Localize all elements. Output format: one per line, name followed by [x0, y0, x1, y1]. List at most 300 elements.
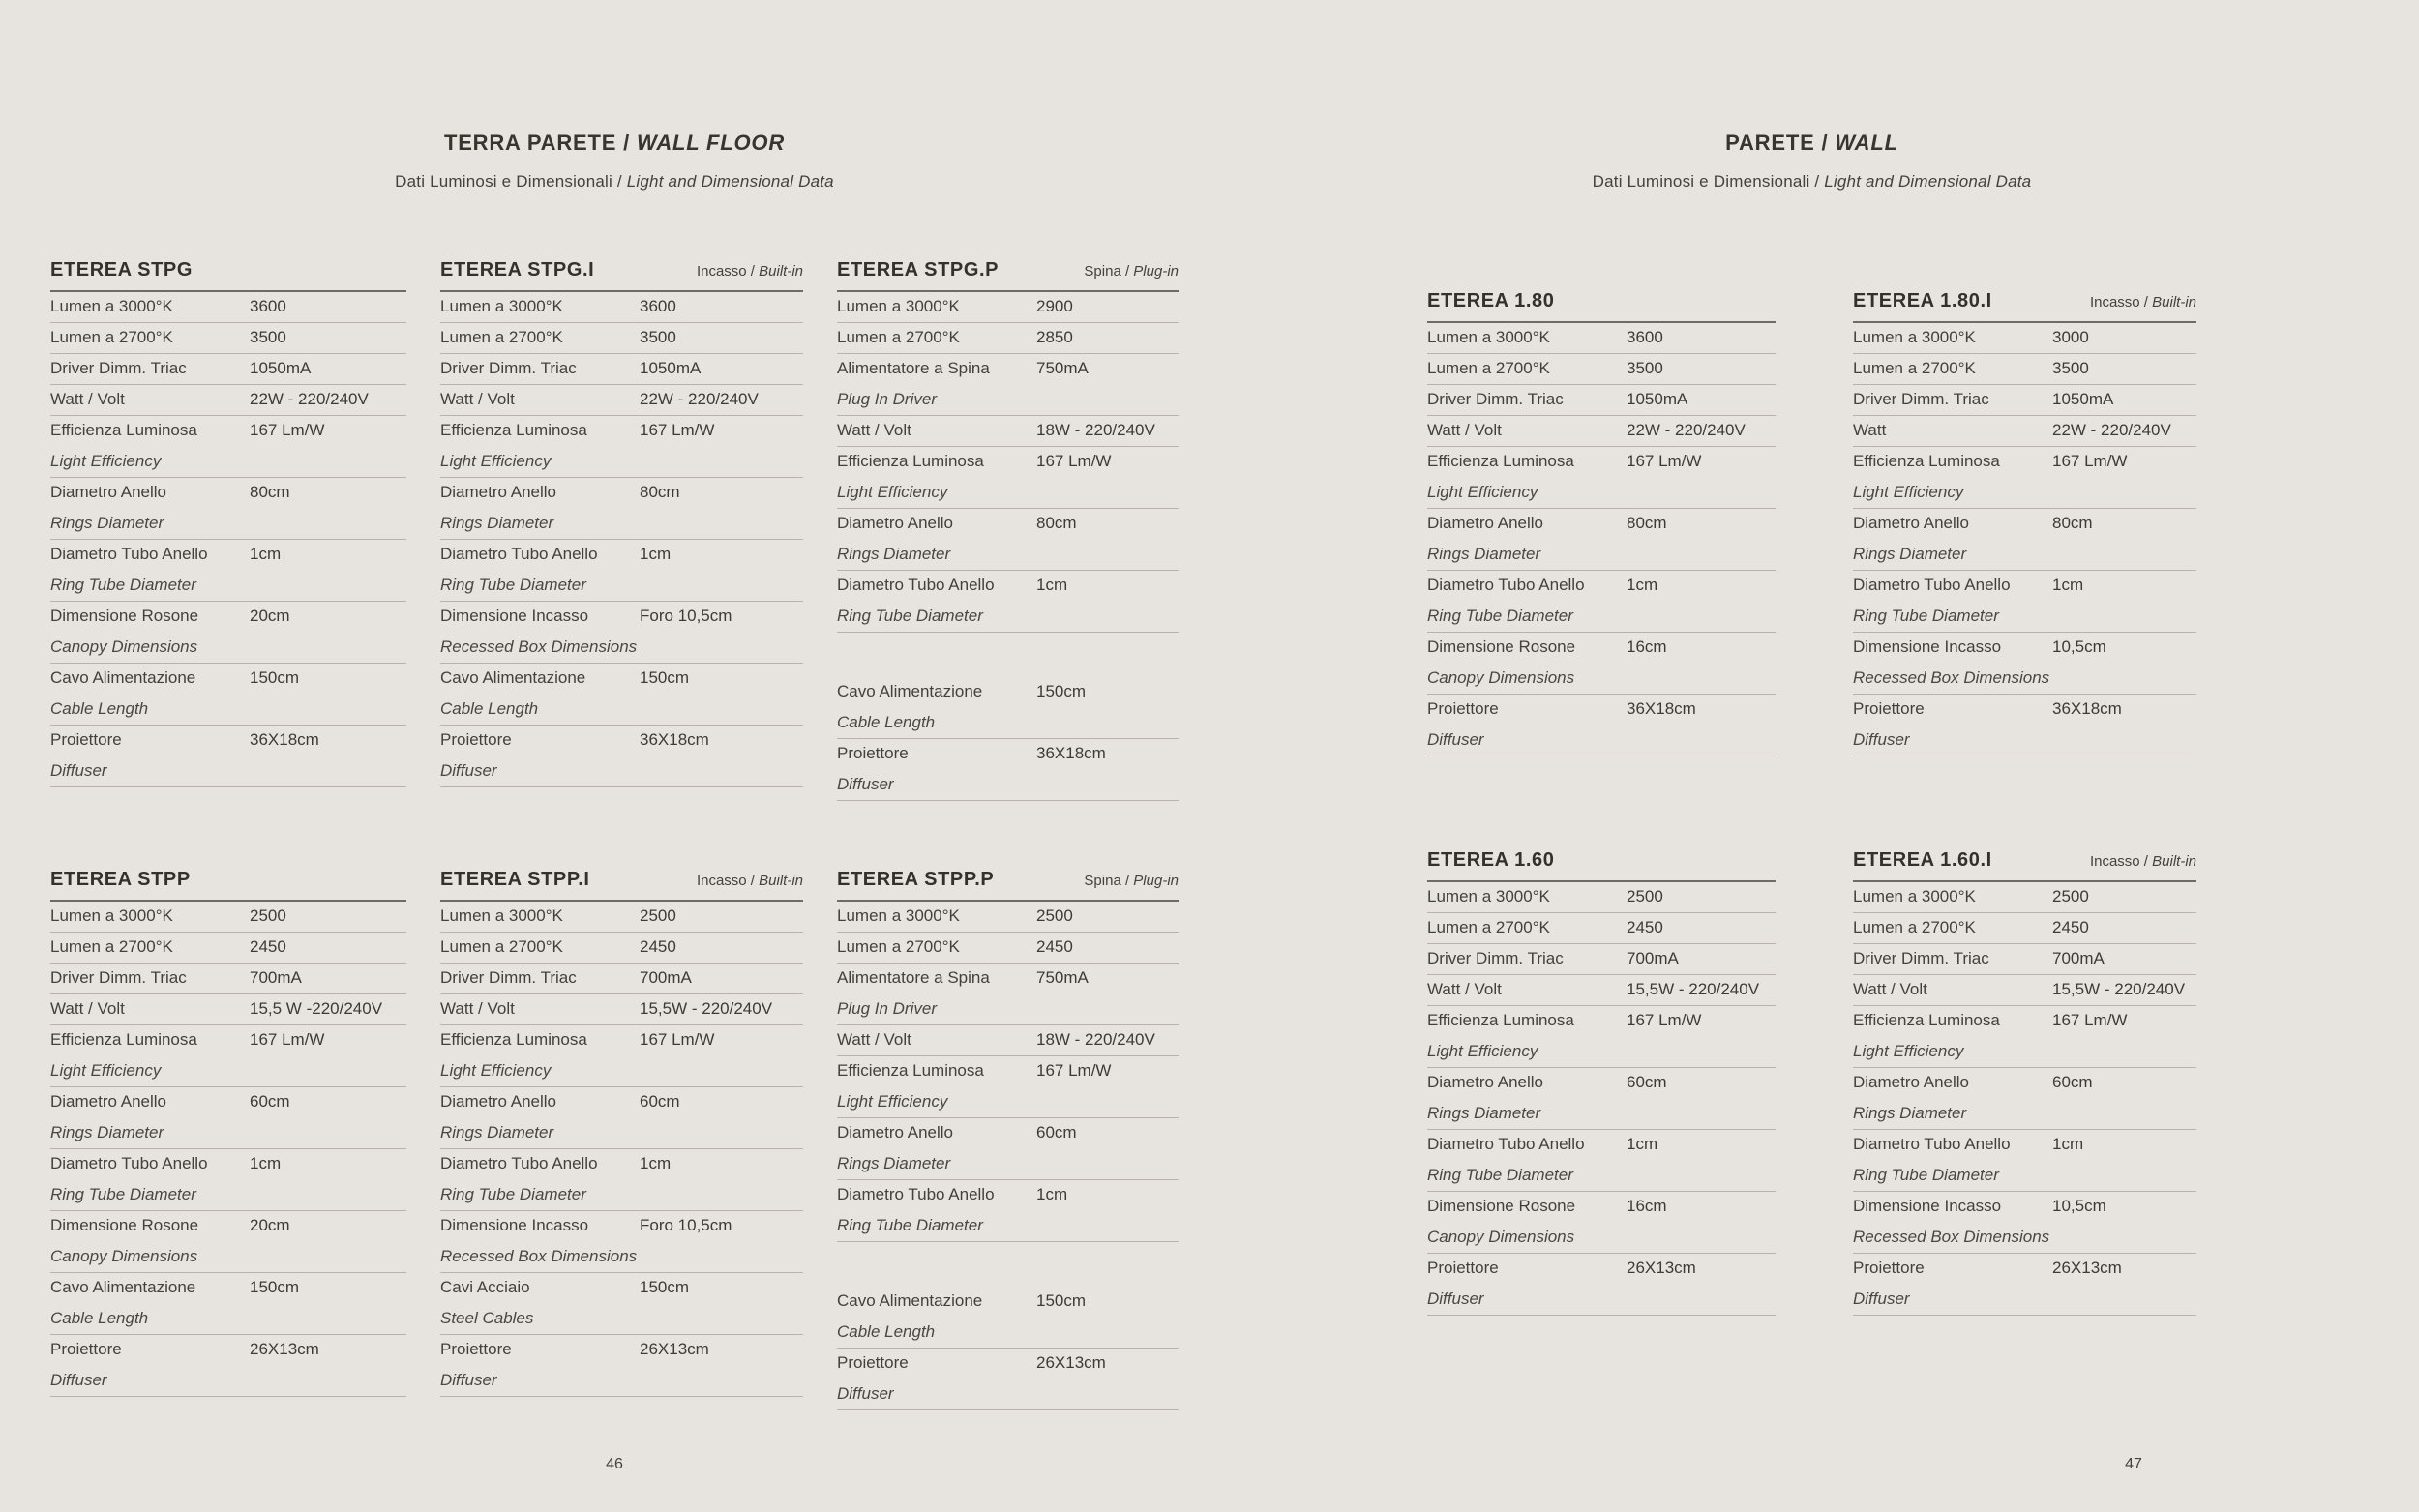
- row-label-italian: Lumen a 3000°K: [837, 906, 960, 925]
- row-label-italian: Diametro Tubo Anello: [1853, 1135, 2011, 1153]
- spec-table-header: [1427, 849, 1776, 882]
- spec-row: [1853, 509, 2196, 571]
- row-label-english: Ring Tube Diameter: [1853, 1166, 1999, 1184]
- row-labels: [1853, 637, 2052, 688]
- row-label-english: Diffuser: [50, 761, 107, 780]
- row-label-italian: Dimensione Incasso: [1853, 1197, 2002, 1215]
- row-value: 1050mA: [2052, 390, 2114, 408]
- row-labels: [1853, 390, 2052, 409]
- row-labels: [837, 1061, 1036, 1112]
- row-value: 15,5 W -220/240V: [250, 999, 383, 1018]
- row-value: 60cm: [2052, 1073, 2093, 1091]
- spec-row: [1853, 385, 2196, 416]
- row-label-italian: Lumen a 3000°K: [50, 906, 173, 925]
- table-eterea-stpp: [50, 869, 406, 1397]
- row-label-english: Plug In Driver: [837, 390, 937, 408]
- row-labels: [50, 668, 250, 719]
- spec-table-title: ETEREA 1.60: [1427, 849, 1555, 871]
- spec-row: [440, 354, 803, 385]
- spec-row: [837, 1118, 1179, 1180]
- row-value: 2450: [640, 937, 676, 956]
- spec-row: [1853, 913, 2196, 944]
- row-label-italian: Efficienza Luminosa: [50, 1030, 197, 1049]
- page-left-subtitle: [50, 172, 1179, 192]
- spec-row: [440, 933, 803, 964]
- row-labels: [837, 1353, 1036, 1404]
- row-label-italian: Driver Dimm. Triac: [1427, 949, 1564, 967]
- row-label-english: Cable Length: [50, 1309, 149, 1327]
- row-labels: [440, 607, 640, 657]
- spec-table-variant: [2090, 853, 2196, 870]
- row-value: 16cm: [1627, 637, 1667, 656]
- row-label-italian: Lumen a 2700°K: [1427, 359, 1550, 377]
- row-label-italian: Lumen a 2700°K: [1853, 918, 1976, 936]
- row-label-italian: Lumen a 3000°K: [440, 906, 563, 925]
- row-value: 1cm: [1627, 1135, 1658, 1153]
- row-label-italian: Diametro Anello: [837, 1123, 954, 1141]
- row-label-italian: Proiettore: [440, 1340, 512, 1358]
- row-label-italian: Dimensione Incasso: [440, 607, 589, 625]
- row-labels: [440, 359, 640, 378]
- row-label-english: Recessed Box Dimensions: [440, 1247, 638, 1265]
- row-labels: [1853, 1073, 2052, 1123]
- row-value: 2450: [1627, 918, 1663, 936]
- row-value: 26X13cm: [640, 1340, 709, 1358]
- spec-row: [50, 994, 406, 1025]
- row-labels: [837, 359, 1036, 409]
- page-right-title-italian: PARETE /: [1725, 131, 1829, 155]
- spec-row: [837, 1287, 1179, 1349]
- spec-row: [837, 933, 1179, 964]
- spec-row: [50, 726, 406, 787]
- page-left-tables-grid: [50, 259, 1179, 1410]
- row-labels: [1853, 452, 2052, 502]
- row-label-italian: Watt / Volt: [837, 1030, 911, 1049]
- row-value: 20cm: [250, 1216, 290, 1234]
- row-labels: [50, 359, 250, 378]
- row-value: 2500: [1627, 887, 1663, 905]
- row-labels: [837, 1123, 1036, 1173]
- row-label-english: Rings Diameter: [1427, 545, 1541, 563]
- page-right: [1210, 0, 2419, 1512]
- row-label-english: Ring Tube Diameter: [1427, 1166, 1573, 1184]
- spec-row: [50, 478, 406, 540]
- row-label-english: Steel Cables: [440, 1309, 534, 1327]
- row-label-english: Rings Diameter: [50, 1123, 164, 1141]
- page-left-header: [50, 131, 1179, 192]
- spec-table-header: [837, 869, 1179, 902]
- spec-table-title: ETEREA STPG.I: [440, 259, 595, 281]
- row-label-english: Recessed Box Dimensions: [440, 637, 638, 656]
- spec-row: [1427, 509, 1776, 571]
- row-value: 2900: [1036, 297, 1073, 315]
- row-label-english: Diffuser: [837, 775, 894, 793]
- table-eterea-1-80: [1427, 290, 1776, 756]
- spec-row: [1427, 1130, 1776, 1192]
- row-value: 1cm: [1627, 576, 1658, 594]
- row-value: 1cm: [1036, 1185, 1068, 1203]
- spec-row: [1427, 1006, 1776, 1068]
- row-label-italian: Efficienza Luminosa: [1427, 452, 1574, 470]
- spec-row: [50, 354, 406, 385]
- page-right-subtitle: [1427, 172, 2196, 192]
- spec-table-title: ETEREA 1.80.I: [1853, 290, 1992, 311]
- row-value: 1cm: [2052, 576, 2084, 594]
- row-value: 60cm: [250, 1092, 290, 1111]
- row-labels: [1853, 949, 2052, 968]
- spec-row: [50, 664, 406, 726]
- row-value: 150cm: [1036, 682, 1087, 700]
- spec-table-variant: [1084, 263, 1179, 280]
- row-labels: [1427, 1259, 1627, 1309]
- row-label-english: Rings Diameter: [50, 514, 164, 532]
- row-label-italian: Cavo Alimentazione: [50, 668, 196, 687]
- row-label-italian: Diametro Tubo Anello: [50, 545, 208, 563]
- row-label-english: Cable Length: [440, 699, 539, 718]
- spec-row: [440, 478, 803, 540]
- row-value: 36X18cm: [640, 730, 709, 749]
- table-eterea-stpp-p: [837, 869, 1179, 1410]
- row-labels: [1427, 949, 1627, 968]
- row-label-english: Canopy Dimensions: [50, 637, 198, 656]
- variant-label-italian: Spina /: [1084, 263, 1130, 280]
- table-eterea-stpg: [50, 259, 406, 787]
- row-labels: [50, 1030, 250, 1081]
- spec-row: [1853, 1254, 2196, 1316]
- spec-row: [440, 1335, 803, 1397]
- row-label-italian: Proiettore: [837, 1353, 909, 1372]
- row-label-italian: Efficienza Luminosa: [837, 1061, 984, 1080]
- table-eterea-stpg-p: [837, 259, 1179, 801]
- row-label-italian: Proiettore: [1853, 699, 1925, 718]
- row-labels: [440, 545, 640, 595]
- row-label-italian: Efficienza Luminosa: [1427, 1011, 1574, 1029]
- spec-row: [50, 416, 406, 478]
- spec-row: [440, 385, 803, 416]
- row-labels: [1427, 390, 1627, 409]
- row-value: 3500: [250, 328, 286, 346]
- row-labels: [440, 1278, 640, 1328]
- spec-table-header: [837, 259, 1179, 292]
- row-label-italian: Driver Dimm. Triac: [1853, 949, 1989, 967]
- row-labels: [440, 999, 640, 1019]
- row-label-english: Rings Diameter: [440, 1123, 554, 1141]
- spec-row: [50, 1335, 406, 1397]
- spec-table-title: ETEREA 1.80: [1427, 290, 1555, 311]
- row-value: 2850: [1036, 328, 1073, 346]
- spec-table-title: ETEREA STPG: [50, 259, 193, 281]
- row-value: 36X18cm: [2052, 699, 2122, 718]
- spec-row: [1427, 975, 1776, 1006]
- spec-row: [1427, 354, 1776, 385]
- row-value: 80cm: [1036, 514, 1077, 532]
- spec-row: [837, 509, 1179, 571]
- row-label-italian: Efficienza Luminosa: [1853, 1011, 2000, 1029]
- spec-row: [440, 964, 803, 994]
- spec-row: [50, 540, 406, 602]
- spec-row: [440, 902, 803, 933]
- row-label-english: Light Efficiency: [1427, 483, 1538, 501]
- row-label-italian: Diametro Anello: [1853, 514, 1970, 532]
- row-label-italian: Lumen a 3000°K: [1853, 887, 1976, 905]
- row-value: 1cm: [1036, 576, 1068, 594]
- row-label-english: Ring Tube Diameter: [1853, 607, 1999, 625]
- row-value: 2500: [250, 906, 286, 925]
- page-right-subtitle-italian: Dati Luminosi e Dimensionali /: [1592, 172, 1820, 191]
- page-left-number: 46: [606, 1456, 623, 1472]
- row-label-italian: Watt / Volt: [50, 390, 125, 408]
- row-label-english: Ring Tube Diameter: [837, 1216, 983, 1234]
- row-label-italian: Lumen a 2700°K: [50, 937, 173, 956]
- row-labels: [1853, 1197, 2052, 1247]
- spec-row: [1427, 385, 1776, 416]
- row-value: 80cm: [1627, 514, 1667, 532]
- row-label-english: Recessed Box Dimensions: [1853, 1228, 2050, 1246]
- row-labels: [1427, 1011, 1627, 1061]
- row-labels: [837, 744, 1036, 794]
- row-labels: [837, 514, 1036, 564]
- row-value: 150cm: [250, 668, 300, 687]
- row-value: 167 Lm/W: [1036, 1061, 1112, 1080]
- row-label-italian: Lumen a 2700°K: [1427, 918, 1550, 936]
- spec-row: [440, 1025, 803, 1087]
- page-left-subtitle-english: Light and Dimensional Data: [626, 172, 834, 191]
- row-label-italian: Lumen a 2700°K: [50, 328, 173, 346]
- row-value: Foro 10,5cm: [640, 1216, 732, 1234]
- row-labels: [1427, 1135, 1627, 1185]
- table-eterea-1-80-i: [1853, 290, 2196, 756]
- row-label-english: Rings Diameter: [1427, 1104, 1541, 1122]
- row-labels: [440, 328, 640, 347]
- page-right-title-english: WALL: [1835, 131, 1898, 155]
- row-label-italian: Lumen a 3000°K: [1427, 887, 1550, 905]
- spec-row: [440, 1211, 803, 1273]
- row-label-english: Ring Tube Diameter: [837, 607, 983, 625]
- spec-table-title: ETEREA STPP: [50, 869, 191, 890]
- row-value: 60cm: [640, 1092, 680, 1111]
- spec-row: [440, 726, 803, 787]
- row-label-italian: Dimensione Incasso: [440, 1216, 589, 1234]
- row-label-italian: Lumen a 2700°K: [440, 328, 563, 346]
- page-left-title-english: WALL FLOOR: [637, 131, 786, 155]
- spec-table-title: ETEREA STPP.I: [440, 869, 590, 890]
- row-value: 1050mA: [640, 359, 702, 377]
- row-value: 3600: [250, 297, 286, 315]
- page-right-subtitle-english: Light and Dimensional Data: [1824, 172, 2032, 191]
- row-labels: [50, 730, 250, 781]
- spec-row: [1427, 1254, 1776, 1316]
- row-value: 10,5cm: [2052, 1197, 2106, 1215]
- variant-label-italian: Incasso /: [2089, 294, 2148, 311]
- row-labels: [1853, 576, 2052, 626]
- row-label-italian: Cavo Alimentazione: [50, 1278, 196, 1296]
- row-label-italian: Efficienza Luminosa: [440, 421, 587, 439]
- row-label-english: Light Efficiency: [837, 483, 948, 501]
- row-labels: [440, 1154, 640, 1204]
- row-labels: [1427, 887, 1627, 906]
- row-labels: [1427, 359, 1627, 378]
- spec-row: [1853, 975, 2196, 1006]
- row-value: 700mA: [2052, 949, 2105, 967]
- row-labels: [1853, 1259, 2052, 1309]
- row-label-italian: Dimensione Rosone: [1427, 1197, 1576, 1215]
- row-label-english: Diffuser: [1427, 730, 1484, 749]
- spec-row: [50, 933, 406, 964]
- table-eterea-1-60-i: [1853, 849, 2196, 1316]
- spec-row: [440, 416, 803, 478]
- row-label-english: Ring Tube Diameter: [50, 576, 196, 594]
- row-labels: [50, 390, 250, 409]
- spec-row: [837, 1025, 1179, 1056]
- variant-label-english: Built-in: [759, 263, 803, 280]
- row-label-italian: Lumen a 3000°K: [440, 297, 563, 315]
- row-labels: [50, 483, 250, 533]
- row-value: 1cm: [2052, 1135, 2084, 1153]
- row-value: 10,5cm: [2052, 637, 2106, 656]
- row-labels: [1853, 980, 2052, 999]
- row-labels: [50, 297, 250, 316]
- row-labels: [1853, 1011, 2052, 1061]
- row-labels: [1853, 887, 2052, 906]
- row-label-italian: Efficienza Luminosa: [1853, 452, 2000, 470]
- row-labels: [1427, 514, 1627, 564]
- row-labels: [1427, 1197, 1627, 1247]
- row-value: 20cm: [250, 607, 290, 625]
- row-labels: [1853, 514, 2052, 564]
- row-value: 18W - 220/240V: [1036, 421, 1155, 439]
- spec-row: [440, 292, 803, 323]
- row-labels: [440, 906, 640, 926]
- spec-row: [50, 1087, 406, 1149]
- spec-row: [837, 902, 1179, 933]
- spec-table-header: [1427, 290, 1776, 323]
- spec-row: [1853, 633, 2196, 695]
- row-labels: [837, 452, 1036, 502]
- variant-label-italian: Spina /: [1084, 873, 1130, 889]
- spec-row-spacer: [837, 633, 1179, 677]
- spec-table-variant: [1084, 873, 1179, 889]
- page-right-header: [1427, 131, 2196, 192]
- spec-table-variant: [697, 873, 803, 889]
- row-label-italian: Lumen a 3000°K: [1853, 328, 1976, 346]
- spec-row: [1853, 1130, 2196, 1192]
- row-value: 3600: [1627, 328, 1663, 346]
- row-value: 700mA: [640, 968, 692, 987]
- row-labels: [837, 297, 1036, 316]
- row-label-english: Diffuser: [440, 1371, 497, 1389]
- spec-row: [1427, 882, 1776, 913]
- row-label-italian: Driver Dimm. Triac: [50, 968, 187, 987]
- row-label-italian: Diametro Anello: [1427, 1073, 1544, 1091]
- page-right-number: 47: [2125, 1456, 2142, 1472]
- spec-row: [837, 1180, 1179, 1242]
- spec-table-variant: [2090, 294, 2196, 311]
- row-label-english: Diffuser: [1853, 730, 1910, 749]
- spec-row: [1427, 1192, 1776, 1254]
- row-label-english: Light Efficiency: [1853, 483, 1964, 501]
- row-value: 150cm: [640, 1278, 690, 1296]
- variant-label-english: Built-in: [2152, 853, 2196, 870]
- row-label-italian: Watt / Volt: [440, 999, 515, 1018]
- row-label-italian: Dimensione Rosone: [50, 607, 199, 625]
- row-label-italian: Proiettore: [1427, 699, 1499, 718]
- row-value: 36X18cm: [1627, 699, 1696, 718]
- row-label-english: Light Efficiency: [50, 1061, 162, 1080]
- spec-row: [1427, 913, 1776, 944]
- row-label-italian: Watt / Volt: [50, 999, 125, 1018]
- row-value: 15,5W - 220/240V: [2052, 980, 2186, 998]
- row-labels: [1427, 1073, 1627, 1123]
- spec-row: [837, 739, 1179, 801]
- spec-row: [50, 323, 406, 354]
- row-labels: [837, 328, 1036, 347]
- spec-row: [837, 323, 1179, 354]
- row-label-english: Rings Diameter: [837, 545, 951, 563]
- row-value: 167 Lm/W: [250, 1030, 325, 1049]
- row-value: 1050mA: [1627, 390, 1688, 408]
- row-value: 167 Lm/W: [250, 421, 325, 439]
- row-label-english: Diffuser: [837, 1384, 894, 1403]
- spec-row: [1427, 944, 1776, 975]
- row-labels: [440, 421, 640, 471]
- spec-row: [1853, 882, 2196, 913]
- spec-row: [1853, 1006, 2196, 1068]
- row-label-italian: Efficienza Luminosa: [440, 1030, 587, 1049]
- row-value: 700mA: [1627, 949, 1679, 967]
- row-value: 167 Lm/W: [2052, 452, 2128, 470]
- row-labels: [50, 1154, 250, 1204]
- row-label-italian: Watt / Volt: [440, 390, 515, 408]
- spec-row: [837, 1349, 1179, 1410]
- spec-row: [1853, 1192, 2196, 1254]
- row-value: 2500: [640, 906, 676, 925]
- page-left-title-italian: TERRA PARETE /: [443, 131, 631, 155]
- row-labels: [50, 545, 250, 595]
- row-label-italian: Diametro Anello: [50, 1092, 167, 1111]
- row-label-italian: Driver Dimm. Triac: [440, 359, 577, 377]
- row-labels: [837, 421, 1036, 440]
- spec-row: [837, 1056, 1179, 1118]
- row-value: 3500: [1627, 359, 1663, 377]
- row-label-italian: Proiettore: [50, 1340, 122, 1358]
- spec-row: [837, 571, 1179, 633]
- spec-row: [837, 416, 1179, 447]
- row-label-italian: Watt / Volt: [1853, 980, 1927, 998]
- row-value: 22W - 220/240V: [640, 390, 759, 408]
- row-labels: [1853, 328, 2052, 347]
- variant-label-italian: Incasso /: [696, 873, 755, 889]
- row-label-english: Diffuser: [1427, 1290, 1484, 1308]
- row-labels: [837, 576, 1036, 626]
- row-label-italian: Watt / Volt: [837, 421, 911, 439]
- row-label-italian: Diametro Anello: [50, 483, 167, 501]
- row-labels: [837, 968, 1036, 1019]
- spec-row: [1427, 571, 1776, 633]
- row-label-italian: Alimentatore a Spina: [837, 359, 990, 377]
- row-labels: [50, 328, 250, 347]
- spec-row: [50, 1025, 406, 1087]
- spec-table-title: ETEREA STPP.P: [837, 869, 995, 890]
- row-labels: [440, 1030, 640, 1081]
- page-right-tables-grid: [1427, 290, 2196, 1316]
- row-label-italian: Proiettore: [440, 730, 512, 749]
- row-labels: [1427, 918, 1627, 937]
- row-label-italian: Diametro Tubo Anello: [50, 1154, 208, 1172]
- row-label-italian: Lumen a 2700°K: [1853, 359, 1976, 377]
- row-labels: [50, 1340, 250, 1390]
- variant-label-italian: Incasso /: [2089, 853, 2148, 870]
- spec-table-header: [50, 869, 406, 902]
